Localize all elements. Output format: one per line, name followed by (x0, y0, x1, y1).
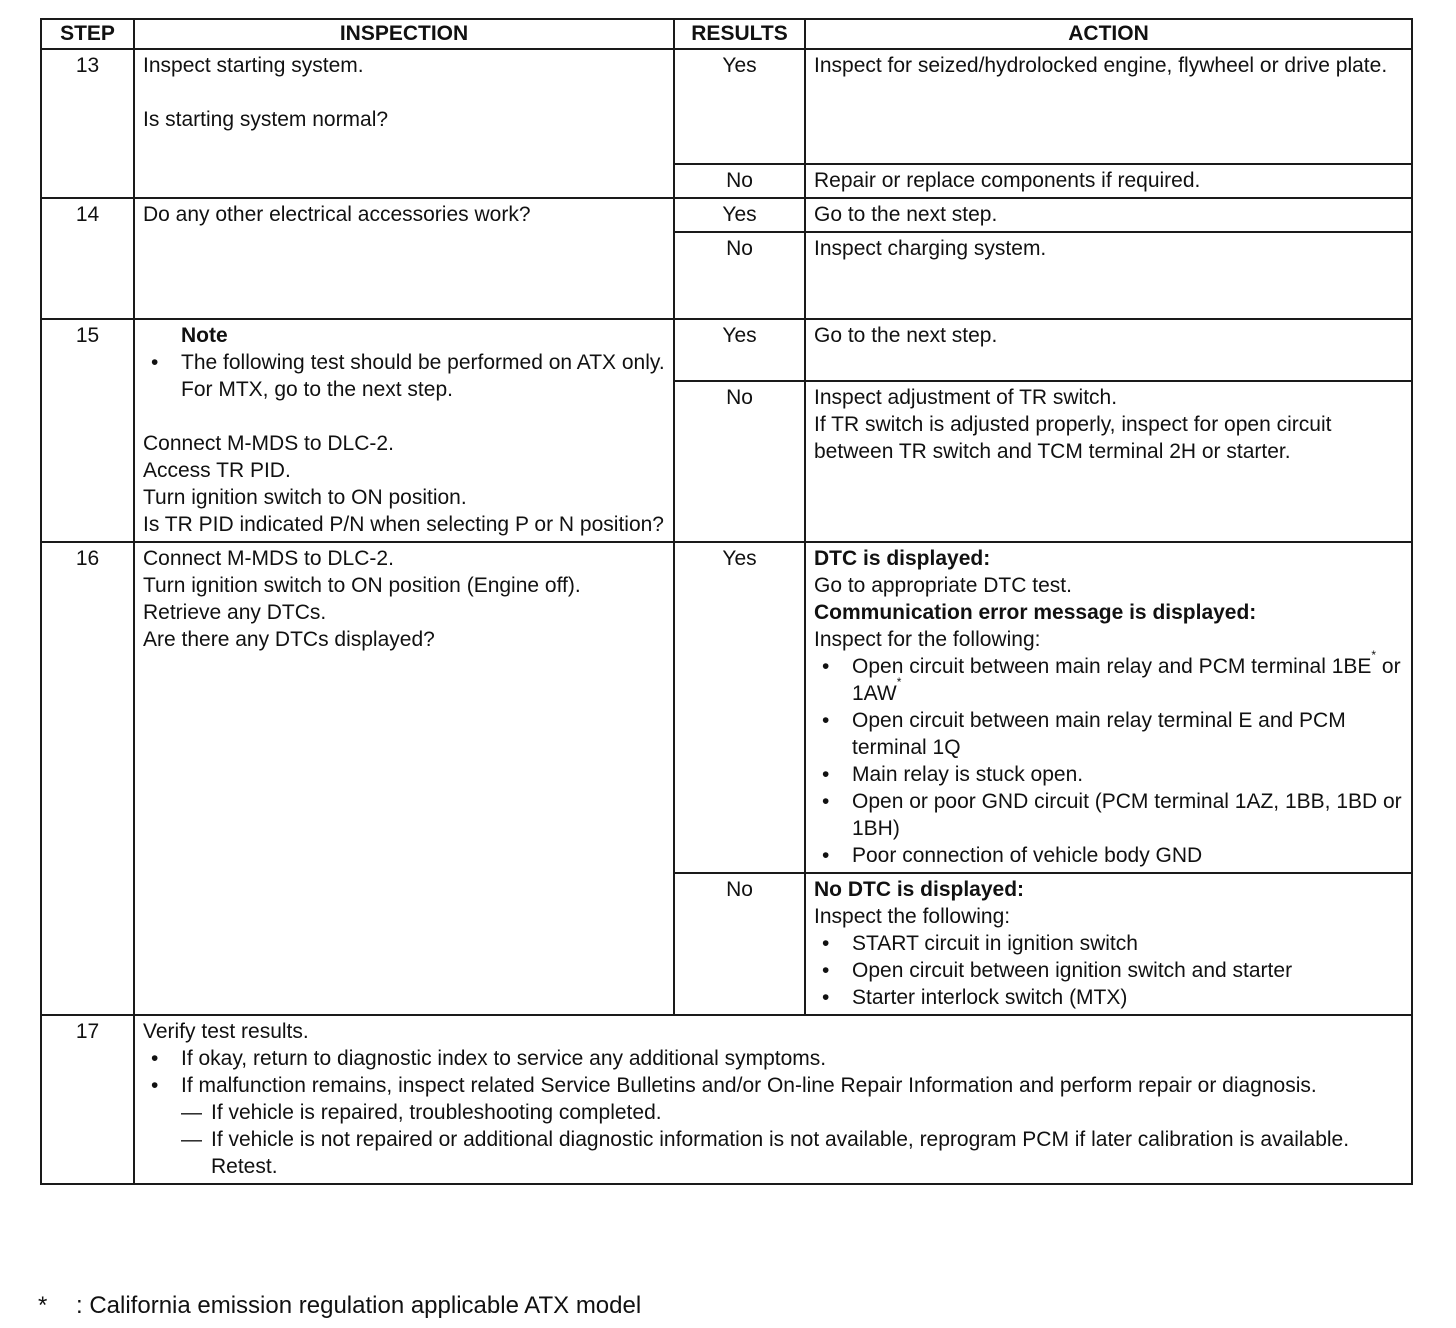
list-item: • Open circuit between main relay terminal E and PCM terminal 1Q (814, 707, 1403, 761)
inspection-line: Turn ignition switch to ON position (Engine off). (143, 574, 581, 597)
result-yes: Yes (674, 198, 805, 232)
action-line: If TR switch is adjusted properly, inspect for open circuit between TR switch and TCM terminal 2H or starter. (814, 413, 1332, 464)
action-line: Inspect adjustment of TR switch. (814, 386, 1118, 410)
verify-line: Verify test results. (143, 1020, 309, 1043)
diagnostic-table (40, 18, 1413, 1185)
inspection-cell (134, 49, 674, 198)
inspection-question: Are there any DTCs displayed? (143, 628, 435, 651)
inspection-line: Retrieve any DTCs. (143, 601, 327, 624)
result-no: No (674, 381, 805, 542)
result-no: No (674, 164, 805, 198)
action-yes: Inspect for seized/hydrolocked engine, flywheel or drive plate. (805, 49, 1412, 164)
footnote-text: : California emission regulation applicable ATX model (76, 1292, 642, 1319)
bullet-text-tail: or 1AW (852, 655, 1401, 705)
action-line: Go to appropriate DTC test. (814, 574, 1072, 597)
bullet-text: Open circuit between main relay and PCM terminal 1BE (852, 655, 1372, 678)
asterisk-mark: * (1371, 648, 1377, 662)
action-yes: Go to the next step. (805, 319, 1412, 381)
step-number: 16 (41, 542, 134, 1015)
step-number: 14 (41, 198, 134, 319)
action-heading: DTC is displayed: (814, 547, 991, 570)
verify-dash-list (143, 1099, 1403, 1180)
action-line: Inspect for the following: (814, 628, 1041, 651)
result-no: No (674, 873, 805, 1015)
inspection-line: Access TR PID. (143, 459, 291, 482)
list-item (814, 648, 1403, 707)
note-title: Note (181, 324, 228, 347)
result-yes: Yes (674, 319, 805, 381)
list-item: • Open or poor GND circuit (PCM terminal 1AZ, 1BB, 1BD or 1BH) (814, 788, 1403, 842)
action-heading: Communication error message is displayed: (814, 601, 1257, 624)
action-yes (805, 542, 1412, 873)
action-bullet-list (814, 648, 1403, 869)
step-number: 13 (41, 49, 134, 198)
list-item: • If malfunction remains, inspect related Service Bulletins and/or On-line Repair Information and perform repair or diagnosis. (143, 1072, 1403, 1099)
result-yes: Yes (674, 542, 805, 873)
result-yes: Yes (674, 49, 805, 164)
list-item: — If vehicle is not repaired or additional diagnostic information is not available, reprogram PCM if later calibration is available. Retest. (181, 1126, 1403, 1180)
step-number: 15 (41, 319, 134, 542)
table-row-step-17 (41, 1015, 1412, 1184)
footnote (38, 1291, 641, 1321)
header-step: STEP (41, 19, 134, 49)
note-item: • The following test should be performed on ATX only. For MTX, go to the next step. (143, 349, 665, 403)
inspection-line: Connect M-MDS to DLC-2. (143, 432, 394, 455)
inspection-question: Is TR PID indicated P/N when selecting P or N position? (143, 513, 664, 536)
table-row-step-16 (41, 542, 1412, 873)
action-no (805, 873, 1412, 1015)
inspection-cell (134, 542, 674, 1015)
footnote-mark: * (38, 1292, 48, 1319)
list-item: • Open circuit between ignition switch and starter (814, 957, 1403, 984)
list-item: • If okay, return to diagnostic index to service any additional symptoms. (143, 1045, 1403, 1072)
list-item: • START circuit in ignition switch (814, 930, 1403, 957)
verify-bullet-list (143, 1045, 1403, 1099)
inspection-line: Turn ignition switch to ON position. (143, 486, 467, 509)
action-no (805, 381, 1412, 542)
list-item: • Main relay is stuck open. (814, 761, 1403, 788)
asterisk-mark: * (896, 675, 902, 689)
action-line: Inspect the following: (814, 905, 1011, 928)
header-action: ACTION (805, 19, 1412, 49)
inspection-cell (134, 319, 674, 542)
step-number: 17 (41, 1015, 134, 1184)
inspection-line: Connect M-MDS to DLC-2. (143, 547, 394, 570)
inspection-text: Inspect starting system. (143, 54, 364, 77)
list-item: • Starter interlock switch (MTX) (814, 984, 1403, 1011)
action-bullet-list (814, 930, 1403, 1011)
list-item: • Poor connection of vehicle body GND (814, 842, 1403, 869)
table-row-step-15 (41, 319, 1412, 381)
result-no: No (674, 232, 805, 319)
action-yes: Go to the next step. (805, 198, 1412, 232)
inspection-cell: Do any other electrical accessories work? (134, 198, 674, 319)
header-results: RESULTS (674, 19, 805, 49)
action-no: Repair or replace components if required. (805, 164, 1412, 198)
action-no: Inspect charging system. (805, 232, 1412, 319)
table-row-step-14 (41, 198, 1412, 232)
table-row-step-13 (41, 49, 1412, 164)
header-inspection: INSPECTION (134, 19, 674, 49)
table-header-row (41, 19, 1412, 49)
inspection-question: Is starting system normal? (143, 108, 389, 131)
action-heading: No DTC is displayed: (814, 878, 1025, 901)
list-item: — If vehicle is repaired, troubleshooting completed. (181, 1099, 1403, 1126)
note-list (143, 349, 665, 403)
verify-cell (134, 1015, 1412, 1184)
